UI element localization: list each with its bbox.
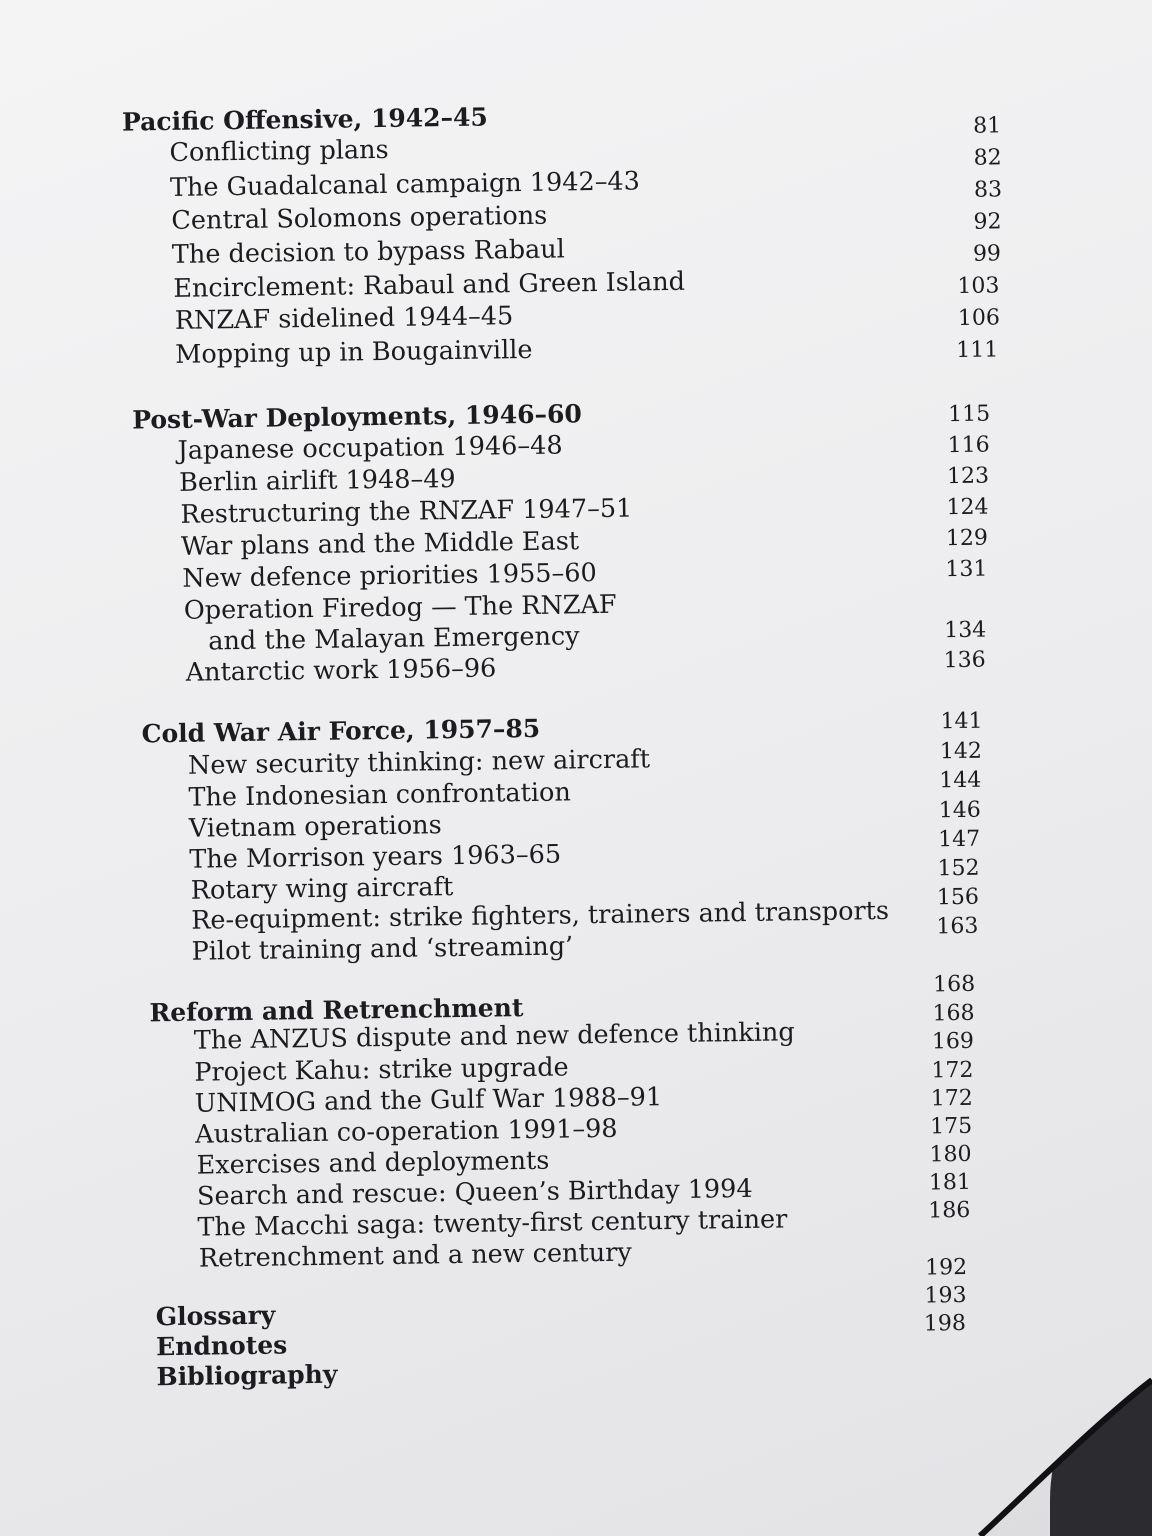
toc-entry: Encirclement: Rabaul and Green Island [173, 266, 686, 304]
toc-entry: The Morrison years 1963–65 [189, 839, 562, 875]
toc-entry: Australian co-operation 1991–98 [194, 1113, 618, 1150]
toc-entry: New defence priorities 1955–60 [182, 558, 597, 594]
toc-entry: Project Kahu: strike upgrade [194, 1052, 569, 1088]
page-number: 156 [936, 884, 980, 911]
page-number: 175 [929, 1113, 973, 1140]
toc-entry: The ANZUS dispute and new defence thinking [193, 1017, 795, 1056]
page-number: 144 [939, 767, 982, 794]
toc-entry: The Indonesian confrontation [188, 777, 572, 813]
page-number: 81 [973, 113, 1002, 139]
page-number: 181 [928, 1169, 972, 1196]
page-number: 111 [956, 337, 999, 363]
toc-entry: Re-equipment: strike fighters, trainers and transports [190, 895, 890, 936]
page-number: 198 [923, 1310, 967, 1337]
toc-entry: and the Malayan Emergency [208, 621, 580, 657]
section-title: Cold War Air Force, 1957–85 [141, 713, 541, 749]
page-number: 129 [945, 525, 989, 552]
page-number: 193 [924, 1282, 967, 1309]
page-number: 172 [930, 1085, 973, 1112]
section-title: Reform and Retrenchment [149, 993, 524, 1028]
page-number: 99 [972, 241, 1002, 267]
toc-entry: Conflicting plans [169, 134, 389, 168]
toc-entry: New security thinking: new aircraft [187, 744, 651, 781]
back-matter-endnotes: Endnotes [155, 1330, 288, 1362]
page-number: 146 [938, 797, 981, 824]
toc-entry: Berlin airlift 1948–49 [178, 463, 456, 498]
page-number: 134 [944, 617, 987, 644]
page-number: 142 [939, 738, 983, 765]
page-number: 152 [937, 855, 980, 882]
page-number: 163 [936, 913, 979, 940]
section-title: Post-War Deployments, 1946–60 [132, 399, 582, 435]
toc-entry: Retrenchment and a new century [198, 1237, 632, 1274]
page-number: 136 [943, 647, 986, 674]
toc-entry: Pilot training and ‘streaming’ [191, 931, 574, 967]
toc-entry: The Guadalcanal campaign 1942–43 [169, 166, 641, 203]
page-number: 83 [973, 177, 1003, 203]
page-number: 115 [948, 401, 991, 428]
page-number: 147 [937, 826, 981, 853]
page-number: 106 [957, 305, 1001, 331]
back-matter-glossary: Glossary [155, 1300, 276, 1332]
page-number: 124 [946, 494, 989, 521]
page-number: 82 [973, 145, 1002, 171]
page-number: 186 [928, 1197, 971, 1224]
toc-entry: War plans and the Middle East [180, 526, 580, 562]
toc-entry: The Macchi saga: twenty-first century trainer [197, 1204, 788, 1243]
toc-entry: Mopping up in Bougainville [175, 334, 533, 370]
toc-entry: Search and rescue: Queen’s Birthday 1994 [196, 1173, 753, 1212]
page-number: 180 [929, 1141, 972, 1168]
page-number: 168 [932, 971, 976, 998]
page-number: 116 [947, 432, 990, 459]
toc-entry: Vietnam operations [188, 810, 442, 844]
toc-entry: Antarctic work 1956–96 [185, 653, 497, 688]
page-number: 141 [940, 708, 983, 735]
toc-entry: Restructuring the RNZAF 1947–51 [180, 493, 633, 530]
toc-entry: Japanese occupation 1946–48 [177, 430, 563, 466]
toc-entry: UNIMOG and the Gulf War 1988–91 [194, 1082, 663, 1119]
page-number: 168 [932, 1000, 975, 1027]
section-title: Pacific Offensive, 1942–45 [121, 102, 489, 137]
page-number: 131 [945, 556, 988, 583]
page-number: 172 [931, 1057, 974, 1084]
page-number: 169 [931, 1028, 975, 1055]
page-number: 92 [973, 209, 1002, 235]
toc-entry: RNZAF sidelined 1944–45 [174, 301, 514, 336]
toc-entry: Central Solomons operations [171, 200, 548, 236]
page-number: 103 [957, 273, 1000, 299]
toc-entry: Rotary wing aircraft [190, 872, 454, 906]
page-number: 192 [924, 1254, 968, 1281]
toc-entry: The decision to bypass Rabaul [171, 234, 566, 270]
page-number: 123 [946, 463, 990, 490]
toc-entry: Exercises and deployments [196, 1145, 550, 1181]
back-matter-bibliography: Bibliography [156, 1359, 338, 1392]
toc-entry: Operation Firedog — The RNZAF [183, 589, 617, 626]
